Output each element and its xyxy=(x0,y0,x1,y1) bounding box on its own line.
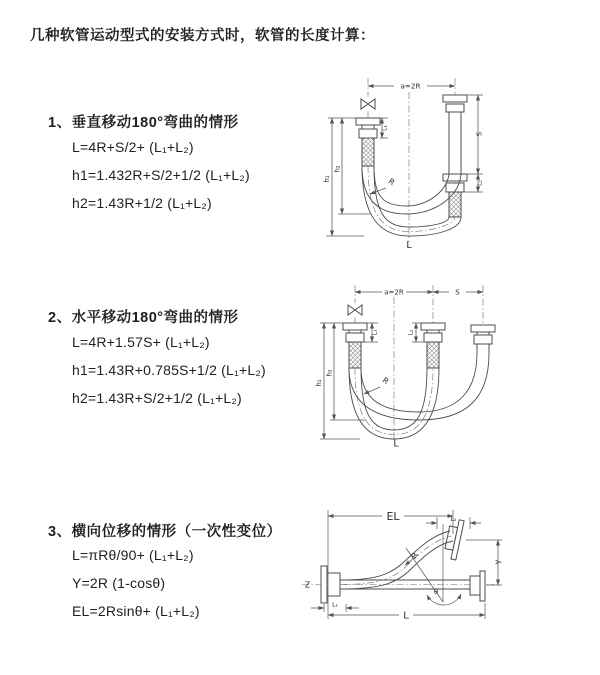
dim-label-l-total: L xyxy=(403,610,409,622)
pipe-left xyxy=(343,323,367,368)
section-1-heading: 1、垂直移动180°弯曲的情形 xyxy=(48,115,239,131)
dim-label-s: S xyxy=(455,288,460,297)
dim-s xyxy=(433,289,483,297)
section-2-formula-h2: h2=1.43R+S/2+1/2 (L₁+L₂) xyxy=(72,390,242,406)
dim-label-r: R xyxy=(386,176,397,188)
dim-l1 xyxy=(380,118,389,138)
dim-label-h2: h₂ xyxy=(333,165,342,173)
flange-left xyxy=(321,566,340,603)
section-1-formula-h1: h1=1.432R+S/2+1/2 (L₁+L₂) xyxy=(72,167,250,183)
valve-icon xyxy=(348,305,362,315)
section-2-heading: 2、水平移动180°弯曲的情形 xyxy=(48,310,239,326)
dim-label-l-total: L xyxy=(406,240,412,251)
dim-label-l2: L₂ xyxy=(450,516,457,523)
section-3-formula-Y: Y=2R (1-cosθ) xyxy=(72,575,166,591)
dim-label-a2r: a=2R xyxy=(384,288,404,297)
section-2-formula-h1: h1=1.43R+0.785S+1/2 (L₁+L₂) xyxy=(72,362,266,378)
section-2-formula-L: L=4R+1.57S+ (L₁+L₂) xyxy=(72,334,210,350)
page-title: 几种软管运动型式的安装方式时，软管的长度计算： xyxy=(30,28,375,44)
dim-label-theta: θ xyxy=(433,588,439,596)
radius-callout xyxy=(364,376,391,394)
section-1-formula-L: L=4R+S/2+ (L₁+L₂) xyxy=(72,139,194,155)
diagram-horizontal-180-bend xyxy=(308,281,593,451)
pipe-right xyxy=(443,95,467,217)
hose-u-curves xyxy=(349,353,489,439)
dim-label-el: EL xyxy=(386,510,400,523)
dim-label-l2: L₂ xyxy=(407,329,415,336)
dim-l1 xyxy=(311,602,359,613)
diagram-vertical-180-bend xyxy=(312,74,580,256)
dim-label-l1: L₁ xyxy=(381,125,389,131)
pipe-straight xyxy=(340,571,485,601)
dim-a2r xyxy=(368,82,455,91)
dim-label-s: S xyxy=(475,131,484,137)
valve-icon xyxy=(361,99,375,109)
dim-label-h2: h₂ xyxy=(325,369,334,377)
dim-l xyxy=(328,603,485,622)
radius-callout xyxy=(405,551,420,565)
dim-label-r: R xyxy=(409,551,421,561)
centerlines xyxy=(368,78,455,242)
dim-label-l-total: L xyxy=(393,438,399,450)
dim-label-h1: h₁ xyxy=(323,175,331,183)
dim-label-h1: h₁ xyxy=(315,379,323,387)
section-1-formula-h2: h2=1.43R+1/2 (L₁+L₂) xyxy=(72,195,212,211)
dim-label-l2: L₂ xyxy=(476,180,484,186)
section-3-heading: 3、横向位移的情形（一次性变位） xyxy=(48,524,282,540)
diagram-lateral-displacement xyxy=(300,498,600,638)
section-3-formula-L: L=πRθ/90+ (L₁+L₂) xyxy=(72,547,194,563)
flange-upper xyxy=(443,518,464,560)
pipe-middle xyxy=(421,323,445,368)
section-3-formula-EL: EL=2Rsinθ+ (L₁+L₂) xyxy=(72,603,200,619)
dim-label-a2r: a=2R xyxy=(400,81,421,91)
centerlines xyxy=(355,285,483,441)
dim-label-y: Y xyxy=(494,559,504,565)
dim-label-l1: L₁ xyxy=(332,601,338,609)
pipe-left xyxy=(356,118,380,166)
dim-a2r xyxy=(355,289,433,297)
dim-label-r: R xyxy=(380,375,391,387)
dim-label-l1: L₁ xyxy=(371,329,379,336)
break-symbol: Z xyxy=(305,580,311,590)
pipe-right xyxy=(471,325,495,353)
